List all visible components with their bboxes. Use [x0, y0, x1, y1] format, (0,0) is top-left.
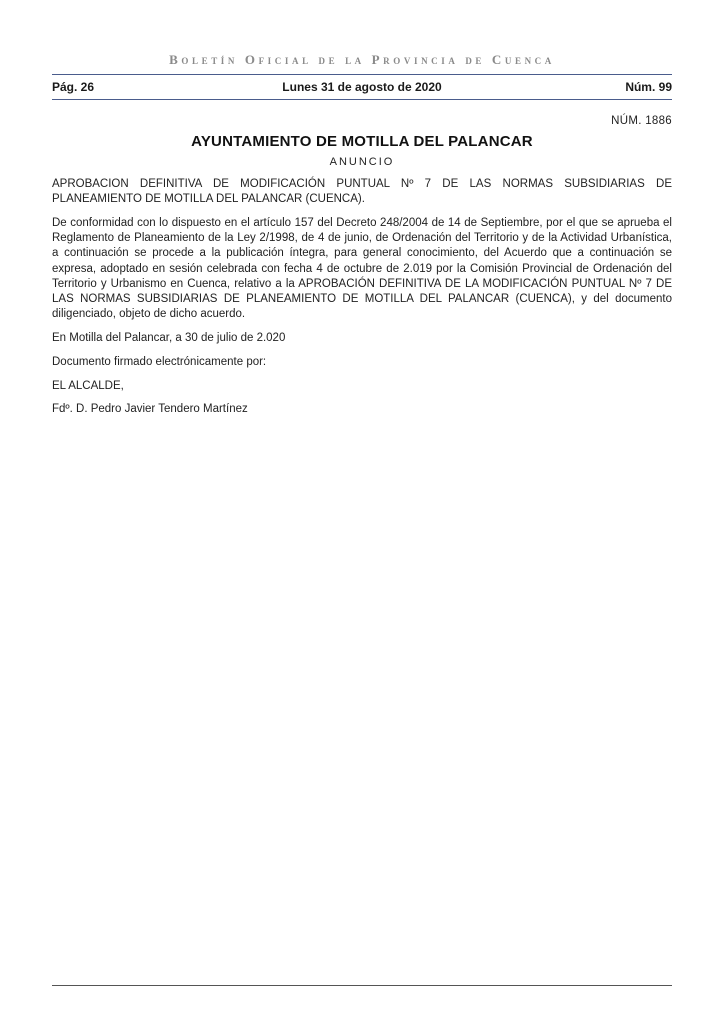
notice-type: ANUNCIO [329, 156, 395, 168]
signatory-role: EL ALCALDE, [52, 379, 124, 392]
footer-divider [52, 985, 672, 986]
bulletin-masthead: Boletín Oficial de la Provincia de Cuenca [169, 52, 555, 67]
subject-paragraph: APROBACION DEFINITIVA DE MODIFICACIÓN PUNTUAL Nº 7 DE LAS NORMAS SUBSIDIARIAS DE PLANEAMIENTO DE MOTILLA DEL PALANCAR (CUENCA). [52, 178, 672, 206]
page-header [52, 80, 672, 96]
notice-body [52, 177, 672, 426]
organization-title: AYUNTAMIENTO DE MOTILLA DEL PALANCAR [191, 133, 533, 150]
issue-date: Lunes 31 de agosto de 2020 [282, 80, 442, 94]
signatory-name: Fdº. D. Pedro Javier Tendero Martínez [52, 403, 248, 416]
header-divider [52, 99, 672, 100]
masthead-divider [52, 74, 672, 75]
page-number: Pág. 26 [52, 80, 95, 94]
main-paragraph: De conformidad con lo dispuesto en el artículo 157 del Decreto 248/2004 de 14 de Septiembre, por el que se aprueba el Reglamento de Planeamiento de la Ley 2/1998, de 4 de junio, de Ordenación del Territorio y de la Actividad Urbanística, a continuación se procede a la publicación íntegra, para general conocimiento, del Acuerdo que a continuación se expresa, adoptado en sesión celebrada con fecha 4 de octubre de 2.019 por la Comisión Provincial de Ordenación del Territorio y Urbanismo en Cuenca, relativo a la APROBACIÓN DEFINITIVA DE LA MODIFICACIÓN PUNTUAL Nº 7 DE LAS NORMAS SUBSIDIARIAS DE PLANEAMIENTO DE MOTILLA DEL PALANCAR (CUENCA), y del documento diligenciado, objeto de dicho acuerdo. [52, 217, 672, 321]
notice-number: NÚM. 1886 [611, 115, 672, 127]
place-date: En Motilla del Palancar, a 30 de julio de 2.020 [52, 332, 286, 345]
signed-note: Documento firmado electrónicamente por: [52, 355, 267, 368]
issue-number: Núm. 99 [625, 80, 672, 94]
